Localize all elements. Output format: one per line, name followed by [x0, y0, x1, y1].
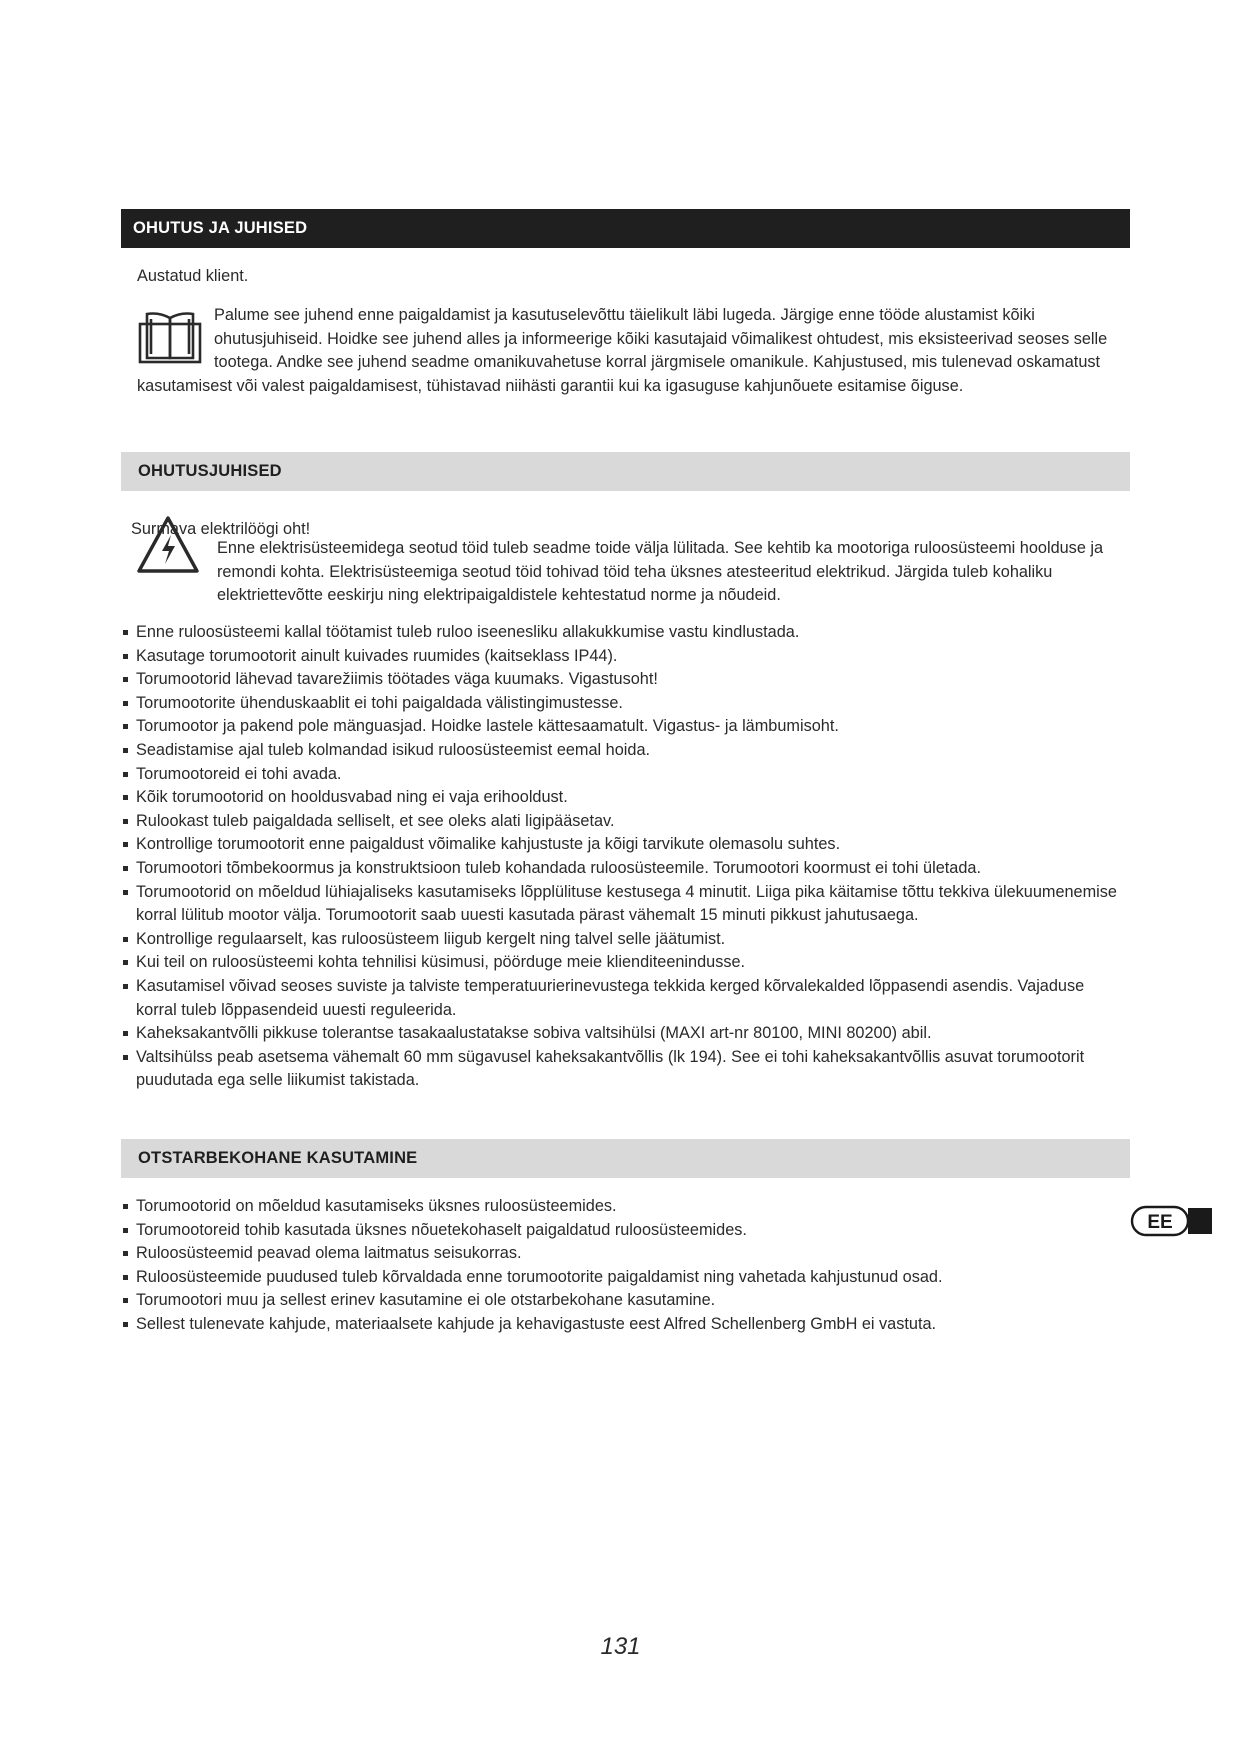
intro-text: Palume see juhend enne paigaldamist ja kasutuselevõttu täielikult läbi lugeda. Järgige enne tööde alustamist kõiki ohutusjuhiseid. Hoidke see juhend alles ja informeerige kõiki kasutajaid võimalikest ohtudest, mis eksisteerivad seoses selle tootega. Andke see juhend seadme omanikuvahetuse korral järgmisele omanikule. Kahjustused, mis tulenevad oskamatust kasutamisest või valest paigaldamisest, tühistavad niihästi garantii kui ka igasuguse kahjunõuete esitamise õiguse. [137, 306, 1108, 395]
section-title: OHUTUSJUHISED [138, 462, 282, 480]
list-item: Torumootori tõmbekoormus ja konstruktsioon tuleb kohandada ruloosüsteemile. Torumootori koormust ei tohi ületada. [121, 857, 1121, 881]
list-item: Torumootorid on mõeldud kasutamiseks üksnes ruloosüsteemides. [121, 1195, 1121, 1219]
list-item: Sellest tulenevate kahjude, materiaalsete kahjude ja kehavigastuste eest Alfred Schellenberg GmbH ei vastuta. [121, 1313, 1121, 1337]
list-item: Kontrollige regulaarselt, kas ruloosüsteem liigub kergelt ning talvel selle jäätumist. [121, 928, 1121, 952]
warning-text: Enne elektrisüsteemidega seotud töid tuleb seadme toide välja lülitada. See kehtib ka mootoriga ruloosüsteemi hoolduse ja remondi kohta. Elektrisüsteemiga seotud töid tohivad töid teha üksnes atesteeritud elektrikud. Järgida tuleb kohaliku elektriettevõtte eeskirju ning elektripaigaldistele kehtestatud norme ja nõudeid. [217, 539, 1104, 604]
list-item: Enne ruloosüsteemi kallal töötamist tuleb ruloo iseenesliku allakukkumise vastu kindlustada. [121, 621, 1121, 645]
language-badge-shape [1130, 1205, 1212, 1237]
list-item: Torumootoreid tohib kasutada üksnes nõuetekohaselt paigaldatud ruloosüsteemides. [121, 1219, 1121, 1243]
greeting-text: Austatud klient. [137, 267, 249, 285]
list-item: Torumootori muu ja sellest erinev kasutamine ei ole otstarbekohane kasutamine. [121, 1289, 1121, 1313]
list-item: Rulookast tuleb paigaldada selliselt, et see oleks alati ligipääsetav. [121, 810, 1121, 834]
section-header-safety [121, 209, 1130, 248]
list-item: Torumootorid lähevad tavarežiimis töötades väga kuumaks. Vigastusoht! [121, 668, 1121, 692]
list-item: Torumootor ja pakend pole mänguasjad. Hoidke lastele kättesaamatult. Vigastus- ja lämbumisoht. [121, 715, 1121, 739]
list-item: Kasutamisel võivad seoses suviste ja talviste temperatuurierinevustega tekkida kerged kõrvalekalded lõppasendi asendis. Vajaduse korral tuleb lõppasendeid uuesti reguleerida. [121, 975, 1121, 1022]
section-header-intended-use [121, 1139, 1130, 1178]
list-item: Torumootorid on mõeldud lühiajaliseks kasutamiseks lõpplülituse kestusega 4 minutit. Liiga pika käitamise tõttu tekkiva ülekuumenemise korral lülitub mootor välja. Torumootorit saab uuesti kasutada pärast vähemalt 15 minuti pikkust jahutusaega. [121, 881, 1121, 928]
intended-use-bullet-list [121, 1195, 1121, 1337]
list-item: Ruloosüsteemide puudused tuleb kõrvaldada enne torumootorite paigaldamist ning vahetada kahjustunud osad. [121, 1266, 1121, 1290]
list-item: Kui teil on ruloosüsteemi kohta tehnilisi küsimusi, pöörduge meie klienditeenindusse. [121, 951, 1121, 975]
list-item: Kõik torumootorid on hooldusvabad ning ei vaja erihooldust. [121, 786, 1121, 810]
list-item: Torumootorite ühenduskaablit ei tohi paigaldada välistingimustesse. [121, 692, 1121, 716]
safety-bullet-list [121, 621, 1121, 1093]
list-item: Kasutage torumootorit ainult kuivades ruumides (kaitseklass IP44). [121, 645, 1121, 669]
language-badge [1130, 1205, 1212, 1242]
list-item: Kaheksakantvõlli pikkuse tolerantse tasakaalustatakse sobiva valtsihülsi (MAXI art-nr 80100, MINI 80200) abil. [121, 1022, 1121, 1046]
list-item: Torumootoreid ei tohi avada. [121, 763, 1121, 787]
language-badge-label: EE [1147, 1212, 1173, 1233]
list-item: Kontrollige torumootorit enne paigaldust võimalike kahjustuste ja kõigi tarvikute olemasolu suhtes. [121, 833, 1121, 857]
list-item: Ruloosüsteemid peavad olema laitmatus seisukorras. [121, 1242, 1121, 1266]
intro-paragraph [137, 304, 1122, 398]
section-title: OTSTARBEKOHANE KASUTAMINE [138, 1149, 418, 1167]
section-header-safety-instructions [121, 452, 1130, 491]
list-item: Valtsihülss peab asetsema vähemalt 60 mm sügavusel kaheksakantvõllis (lk 194). See ei tohi kaheksakantvõllis asuvat torumootorit puudutada ega selle liikumist takistada. [121, 1046, 1121, 1093]
list-item: Seadistamise ajal tuleb kolmandad isikud ruloosüsteemist eemal hoida. [121, 739, 1121, 763]
manual-book-icon [137, 306, 203, 366]
section-title: OHUTUS JA JUHISED [133, 219, 308, 237]
page-number: 131 [600, 1633, 641, 1660]
warning-title: Surmava elektrilöögi oht! [131, 520, 311, 538]
